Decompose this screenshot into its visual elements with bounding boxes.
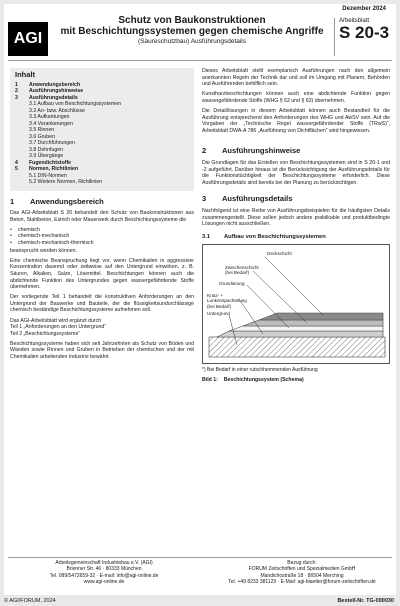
list-item: • chemisch xyxy=(10,227,194,234)
toc-label: 3.5 Rinnen xyxy=(29,127,55,134)
intro-paragraph: Dieses Arbeitsblatt stellt exemplarisch Ausführungen nach den allgemein anerkannten Regeln der Technik dar und soll im Umgang mit Planern, Behörden und Ausführenden behilflich sein. xyxy=(202,68,390,88)
intro-paragraph: Die Detaillösungen in diesem Arbeitsblatt können auch Bestandteil für die Ausführung entsprechend den Anforderungen des WHG und AwSV sein. Auf die Vorgaben der „Technische Regel wassergefährdender Stoffe (TRwS)“, Arbeitsblatt DWA-A 786 „Ausführung von Dichtflächen“ wird hingewiesen. xyxy=(202,107,390,134)
sheet-number: S 20-3 xyxy=(339,23,390,42)
toc-label: 3.6 Gruben xyxy=(29,133,55,140)
substrate-layer xyxy=(209,337,385,357)
toc-label: 3.8 Dehnfugen xyxy=(29,146,64,153)
list-item: • chemisch-mechanisch xyxy=(10,233,194,240)
toc-label: 3.7 Durchführungen xyxy=(29,140,75,147)
toc-label: Ausführungshinweise xyxy=(29,88,84,95)
toc-label: 3.3 Aufkantungen xyxy=(29,114,70,121)
figure-caption xyxy=(202,377,390,384)
table-of-contents xyxy=(10,68,194,191)
publisher-address: Brienner Str. 46 · 80333 München xyxy=(66,566,142,573)
copyright: © AGI/FORUM, 2024 xyxy=(4,598,56,604)
section-3-paragraph: Nachfolgend ist eine Reihe von Ausführungsbeispielen für die häufigsten Details zusammengestellt. Diese sollen jedoch andere praktikable und produktbedingte Lösungen nicht ausschließen. xyxy=(202,207,390,228)
section-2-heading xyxy=(202,148,390,155)
subsection-number: 3.1 xyxy=(202,233,211,240)
section-1-paragraph: beansprucht werden können. xyxy=(10,247,77,254)
distributor-info xyxy=(212,560,392,585)
section-1-paragraph: Das AGI-Arbeitsblatt S 20 behandelt den Schutz von Baukonstruktionen aus Beton, Stahlbeton, Estrich oder Mauerwerk durch Beschichtungssysteme die xyxy=(10,210,194,223)
section-3-heading xyxy=(202,196,390,203)
section-1-paragraph: Beschichtungssysteme haben sich seit Jahrzehnten als Schutz von Böden und Wänden sowie Rinnen und Gruben in Betrieben der chemischen und der mit Chemikalien arbeitenden Industrie bewährt. xyxy=(10,340,194,360)
toc-label: 5.2 Weitere Normen, Richtlinien xyxy=(29,179,103,186)
figure-note: *) Bei Bedarf in einer rutschhemmenden Ausführung xyxy=(202,367,318,374)
sheet-label: Arbeitsblatt xyxy=(339,18,370,24)
toc-label: 3.9 Übergänge xyxy=(29,153,64,160)
document-page xyxy=(4,4,396,595)
title-line-3: (Säureschutzbau) Ausführungsdetails xyxy=(137,38,247,45)
section-2-paragraph: Die Grundlagen für das Erstellen von Beschichtungssystemen sind in S 20-1 und -2 aufgeführt. Darüber hinaus ist die Berücksichtigung der Ausführungsdetails für die Funktionstüchtigkeit der Beschichtungssysteme erforderlich. Diese Ausführungsdetails sind bereits bei der Planung zu berücksichtigen. xyxy=(202,159,390,186)
intro-paragraph: Kunstharzbeschichtungen können auch eine abdichtende Funktion gegen wassergefährdende Stoffe (WHG § 62 und § 63) übernehmen. xyxy=(202,91,390,104)
caption-text: Beschichtungssystem (Schema) xyxy=(223,376,304,383)
title-line-1: Schutz von Baukonstruktionen xyxy=(118,15,266,26)
stress-type-list xyxy=(10,227,194,247)
section-number: 3 xyxy=(202,194,207,204)
toc-label: 3.2 An- bzw. Abschlüsse xyxy=(29,107,85,114)
label-substrate: Untergrund xyxy=(207,311,230,317)
caption-label: Bild 1: xyxy=(202,376,218,383)
distributor-name: FORUM Zeitschriften und Spezialmedien GmbH xyxy=(248,566,356,573)
publisher-name: Arbeitsgemeinschaft Industriebau e.V. (AGI) xyxy=(55,560,153,566)
section-number: 2 xyxy=(202,146,207,156)
footer-divider xyxy=(8,557,392,558)
section-title: Ausführungshinweise xyxy=(222,146,301,156)
section-title: Ausführungsdetails xyxy=(222,194,293,204)
toc-label: 3.1 Aufbau von Beschichtungssystemen xyxy=(29,101,121,108)
toc-num: 4 xyxy=(15,159,18,166)
toc-item xyxy=(15,179,189,186)
left-column xyxy=(10,68,194,364)
publisher-website: www.agi-online.de xyxy=(83,578,125,585)
list-item: • chemisch-mechanisch-thermisch xyxy=(10,240,194,247)
distributor-contact: Tel. +49 8233 381129 · E-Mail: agi-blaetter@forum-zeitschriften.de xyxy=(228,578,376,585)
toc-num xyxy=(15,179,29,186)
subsection-title: Aufbau von Beschichtungssystemen xyxy=(224,233,326,240)
filler-layer xyxy=(217,331,383,337)
toc-label: Ausführungsdetails xyxy=(29,94,78,101)
subsection-3-1-heading xyxy=(202,234,390,241)
toc-label: 5.1 DIN-Normen xyxy=(29,172,67,179)
section-1-paragraph: Das AGI-Arbeitsblatt wird ergänzt durch xyxy=(10,317,102,324)
publisher-info xyxy=(14,560,194,585)
toc-num: 2 xyxy=(15,88,18,95)
part-reference: Teil 2 „Beschichtungssysteme“ xyxy=(10,330,81,337)
toc-num: 3 xyxy=(15,94,18,101)
agi-logo: AGI xyxy=(8,22,48,56)
section-number: 1 xyxy=(10,196,15,206)
header-divider xyxy=(8,60,392,61)
title-line-2: mit Beschichtungssystemen gegen chemische Angriffe xyxy=(60,26,324,37)
toc-title: Inhalt xyxy=(15,70,35,79)
part-reference: Teil 1 „Anforderungen an den Untergrund“ xyxy=(10,324,107,331)
right-column xyxy=(202,68,390,383)
issue-date: Dezember 2024 xyxy=(342,6,386,12)
section-1-heading xyxy=(10,196,194,206)
order-number: Bestell-Nr. TG-000030 xyxy=(337,598,394,604)
publisher-contact: Tel. 089/5472659-32 · E-mail: info@agi-online.de xyxy=(49,572,159,579)
section-1-paragraph: Der vorliegende Teil 1 behandelt die konstruktiven Anforderungen an den Untergrund der Bauwerke und Bauteile, der die flüssigkeitsundurchlässige chemisch beständige Beschichtungssysteme aufnehmen soll. xyxy=(10,294,194,314)
distributor-label: Bezug durch: xyxy=(287,560,317,566)
document-title xyxy=(52,15,332,46)
label-top-coat: Deckschicht xyxy=(267,251,292,257)
sheet-id-box xyxy=(334,18,390,56)
toc-label: Fugendichtstoffe xyxy=(29,159,72,166)
section-title: Anwendungsbereich xyxy=(30,196,104,206)
toc-label: 3.4 Verankerungen xyxy=(29,120,73,127)
coating-system-figure xyxy=(202,244,390,364)
toc-num: 5 xyxy=(15,166,18,173)
intermediate-layer xyxy=(243,320,383,326)
toc-num: 1 xyxy=(15,81,18,88)
toc-label: Normen, Richtlinien xyxy=(29,166,78,173)
primer-layer xyxy=(229,326,383,331)
label-primer: Grundierung xyxy=(219,281,245,287)
distributor-address: Mandichostraße 18 · 86504 Merching xyxy=(260,572,344,579)
label-intermediate: Zwischenschicht (bei Bedarf) xyxy=(225,265,259,276)
toc-label: Anwendungsbereich xyxy=(29,81,81,88)
label-filler: Kratz- + Lunkenspachtelung (bei Bedarf) xyxy=(207,293,247,309)
section-1-paragraph: Eine chemische Beanspruchung liegt vor, wenn Chemikalien in aggressiver Konzentration dauernd oder zeitweise auf den Untergrund einwirken, z. B. Säuren, Alkalien, Salze, Lösemittel. Beschichtungen können auch die abdichtende Funktion des Untergrundes gegen wassergefährdende Stoffe übernehmen. xyxy=(10,257,194,291)
